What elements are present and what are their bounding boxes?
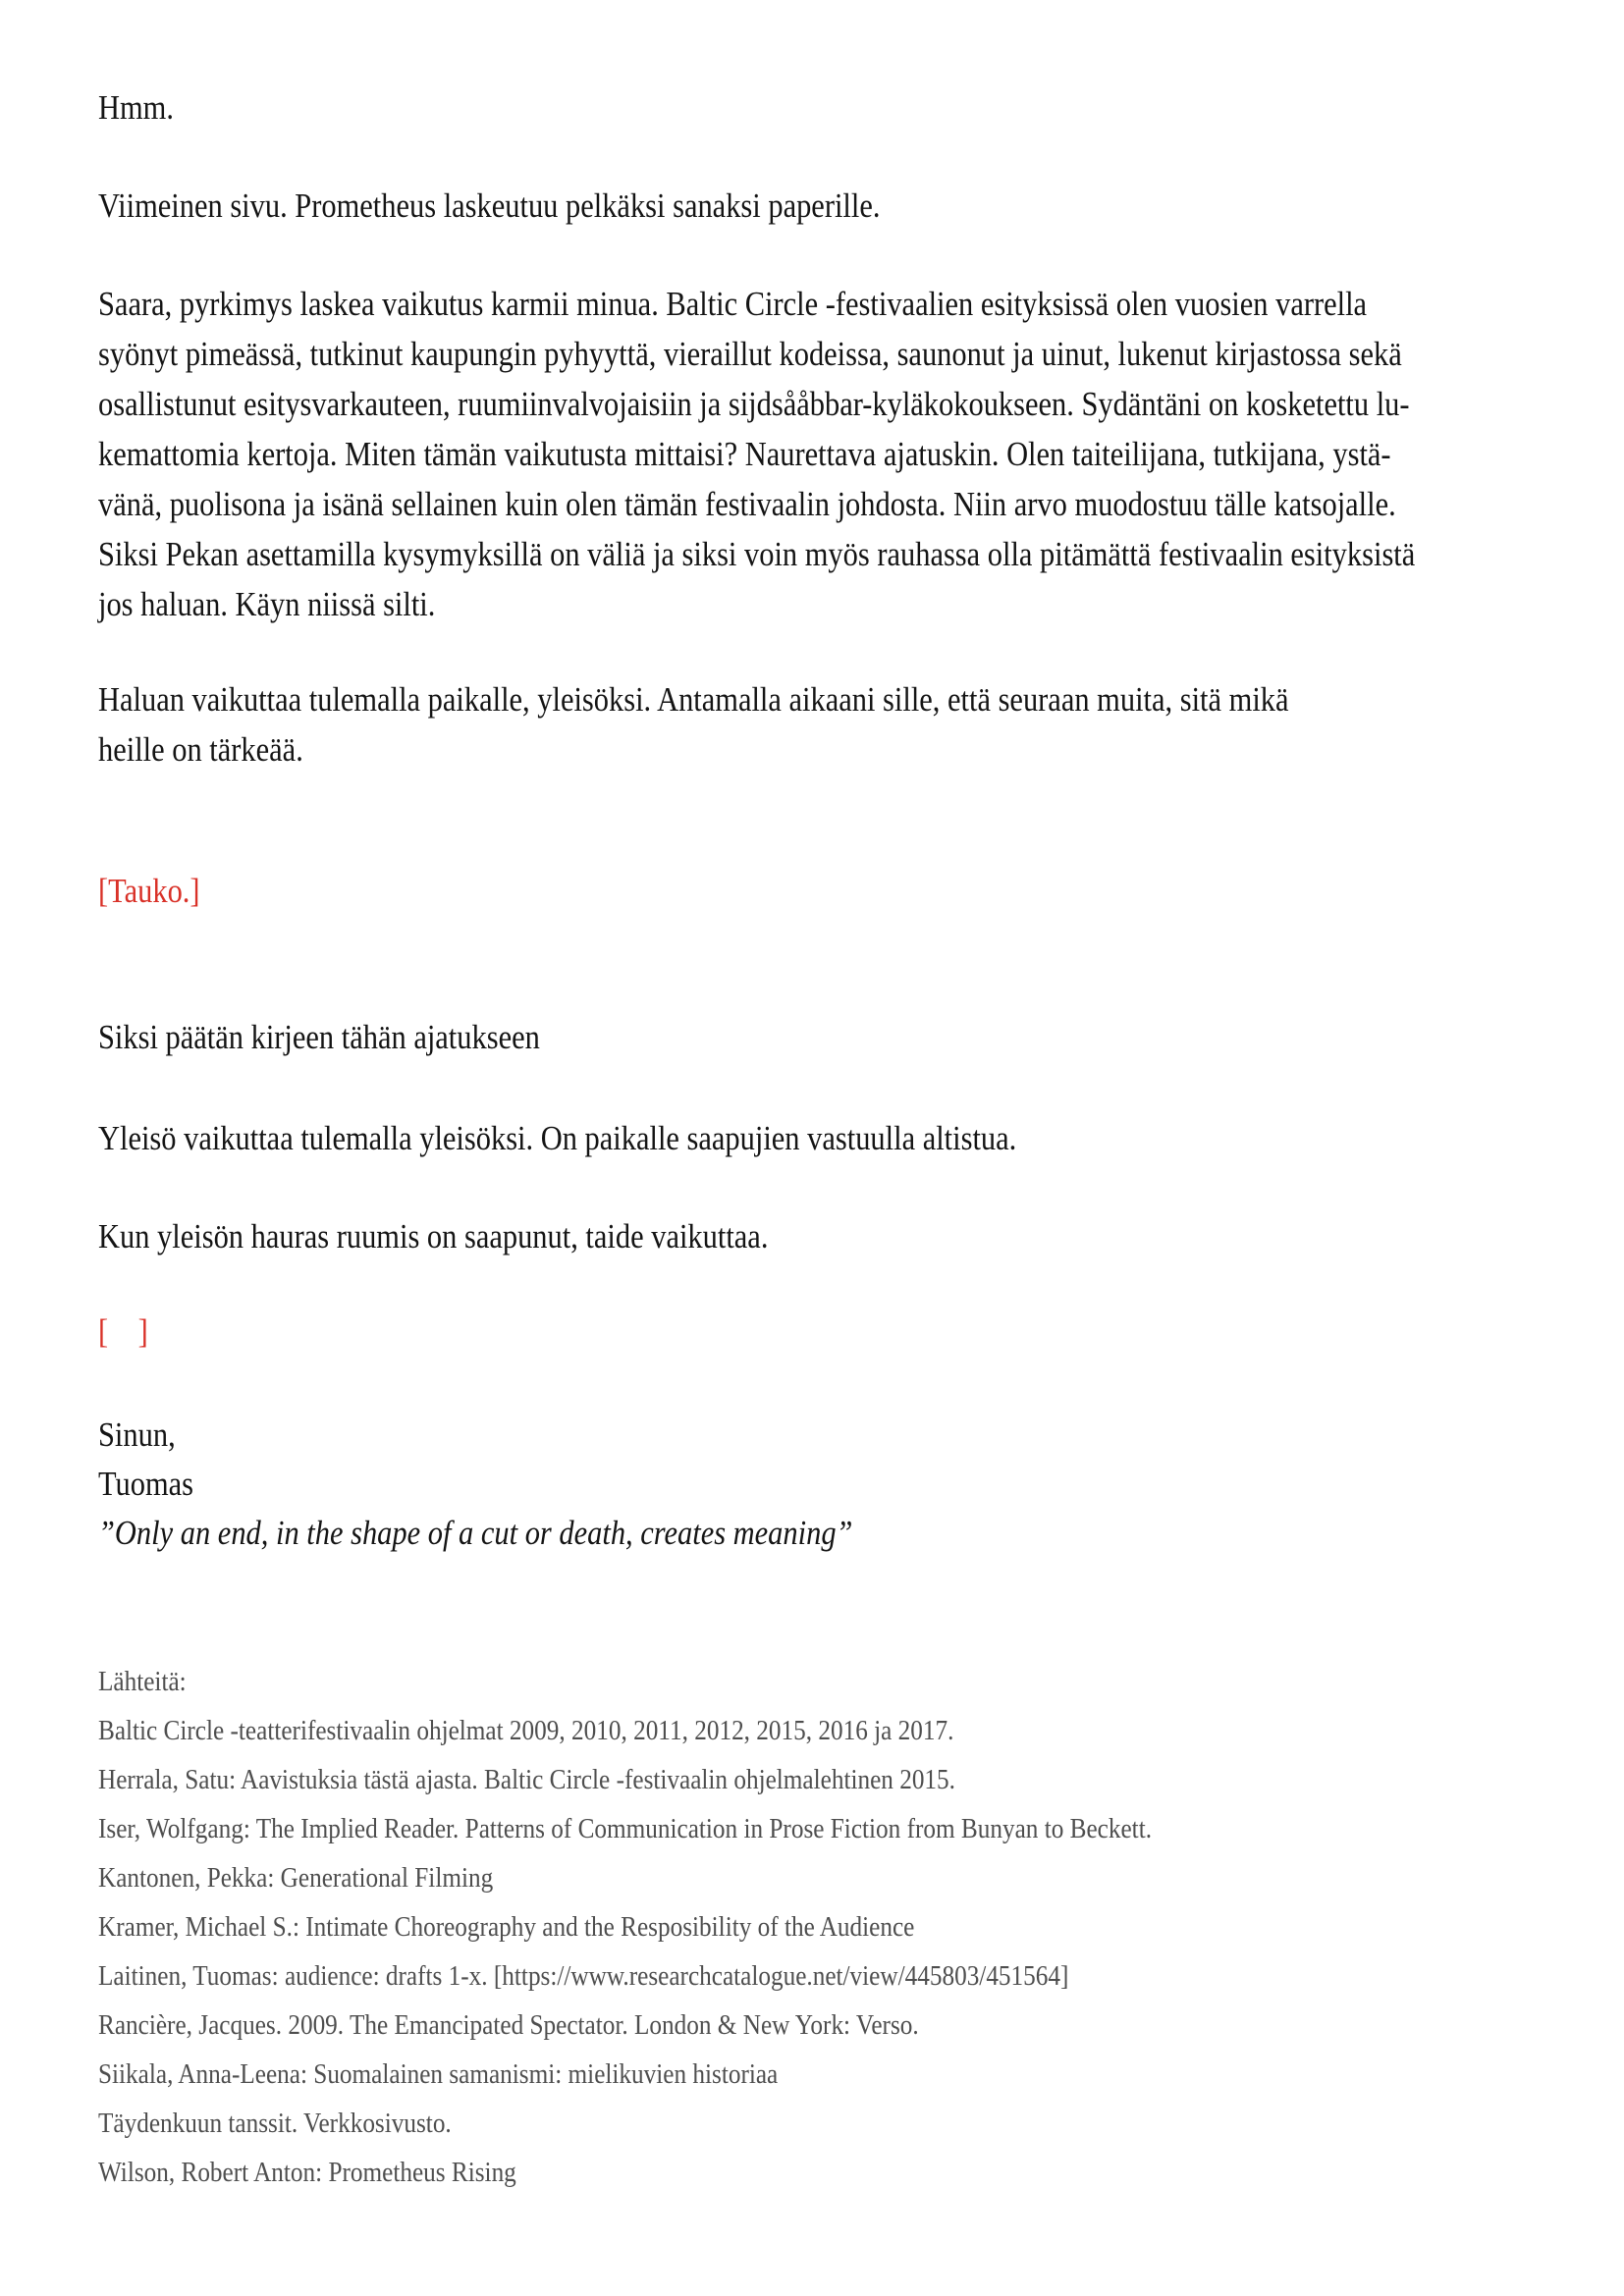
body-arrival-line: Kun yleisön hauras ruumis on saapunut, taide vaikuttaa. bbox=[98, 1217, 769, 1255]
paragraph-line: Siksi Pekan asettamilla kysymyksillä on väliä ja siksi voin myös rauhassa olla pitämättä festivaalin esityksistä bbox=[98, 535, 1416, 573]
reference-item: Kramer, Michael S.: Intimate Choreography and the Resposibility of the Audience bbox=[98, 1911, 915, 1943]
signature-quote: ”Only an end, in the shape of a cut or death, creates meaning” bbox=[98, 1514, 853, 1552]
signature-salutation: Sinun, bbox=[98, 1415, 176, 1454]
paragraph-line: syönyt pimeässä, tutkinut kaupungin pyhyyttä, vieraillut kodeissa, saunonut ja uinut, lukenut kirjastossa sekä bbox=[98, 335, 1402, 373]
paragraph-line: kemattomia kertoja. Miten tämän vaikutusta mittaisi? Naurettava ajatuskin. Olen taiteilijana, tutkijana, ystä- bbox=[98, 435, 1391, 473]
reference-item: Kantonen, Pekka: Generational Filming bbox=[98, 1862, 494, 1894]
pause-marker: [Tauko.] bbox=[98, 872, 200, 910]
reference-item: Laitinen, Tuomas: audience: drafts 1-x. [https://www.researchcatalogue.net/view/445803/451564] bbox=[98, 1960, 1069, 1992]
signature bbox=[98, 1411, 852, 1558]
paragraph-presence bbox=[98, 674, 1289, 774]
reference-item: Baltic Circle -teatterifestivaalin ohjelmat 2009, 2010, 2011, 2012, 2015, 2016 ja 2017. bbox=[98, 1715, 954, 1746]
paragraph-line: heille on tärkeää. bbox=[98, 730, 303, 769]
references bbox=[98, 1657, 1152, 2197]
reference-item: Siikala, Anna-Leena: Suomalainen samanismi: mielikuvien historiaa bbox=[98, 2058, 779, 2090]
audience-line: Yleisö vaikuttaa tulemalla yleisöksi. On paikalle saapujien vastuulla altistua. bbox=[98, 1119, 1017, 1157]
empty-brackets-marker: [ ] bbox=[98, 1312, 148, 1351]
paragraph-line: Saara, pyrkimys laskea vaikutus karmii minua. Baltic Circle -festivaalien esityksissä olen vuosien varrella bbox=[98, 285, 1368, 323]
paragraph-line: vänä, puolisona ja isänä sellainen kuin olen tämän festivaalin johdosta. Niin arvo muodostuu tälle katsojalle. bbox=[98, 485, 1396, 523]
references-heading: Lähteitä: bbox=[98, 1666, 187, 1697]
reference-item: Täydenkuun tanssit. Verkkosivusto. bbox=[98, 2108, 452, 2139]
reference-item: Wilson, Robert Anton: Prometheus Rising bbox=[98, 2157, 516, 2188]
closing-thought-line: Siksi päätän kirjeen tähän ajatukseen bbox=[98, 1018, 540, 1056]
paragraph-line: jos haluan. Käyn niissä silti. bbox=[98, 585, 436, 623]
reference-item: Herrala, Satu: Aavistuksia tästä ajasta. Baltic Circle -festivaalin ohjelmalehtinen 2015. bbox=[98, 1764, 955, 1795]
paragraph-line: Haluan vaikuttaa tulemalla paikalle, yleisöksi. Antamalla aikaani sille, että seuraan muita, sitä mikä bbox=[98, 680, 1289, 719]
paragraph-influence bbox=[98, 279, 1415, 629]
reference-item: Rancière, Jacques. 2009. The Emancipated Spectator. London & New York: Verso. bbox=[98, 2009, 919, 2041]
last-page-line: Viimeinen sivu. Prometheus laskeutuu pelkäksi sanaksi paperille. bbox=[98, 187, 881, 225]
hmm-line: Hmm. bbox=[98, 88, 174, 127]
paragraph-line: osallistunut esitysvarkauteen, ruumiinvalvojaisiin ja sijdsååbbar-kyläkokoukseen. Sydäntäni on kosketettu lu- bbox=[98, 385, 1410, 423]
signature-name: Tuomas bbox=[98, 1465, 194, 1503]
reference-item: Iser, Wolfgang: The Implied Reader. Patterns of Communication in Prose Fiction from Bunyan to Beckett. bbox=[98, 1813, 1153, 1844]
